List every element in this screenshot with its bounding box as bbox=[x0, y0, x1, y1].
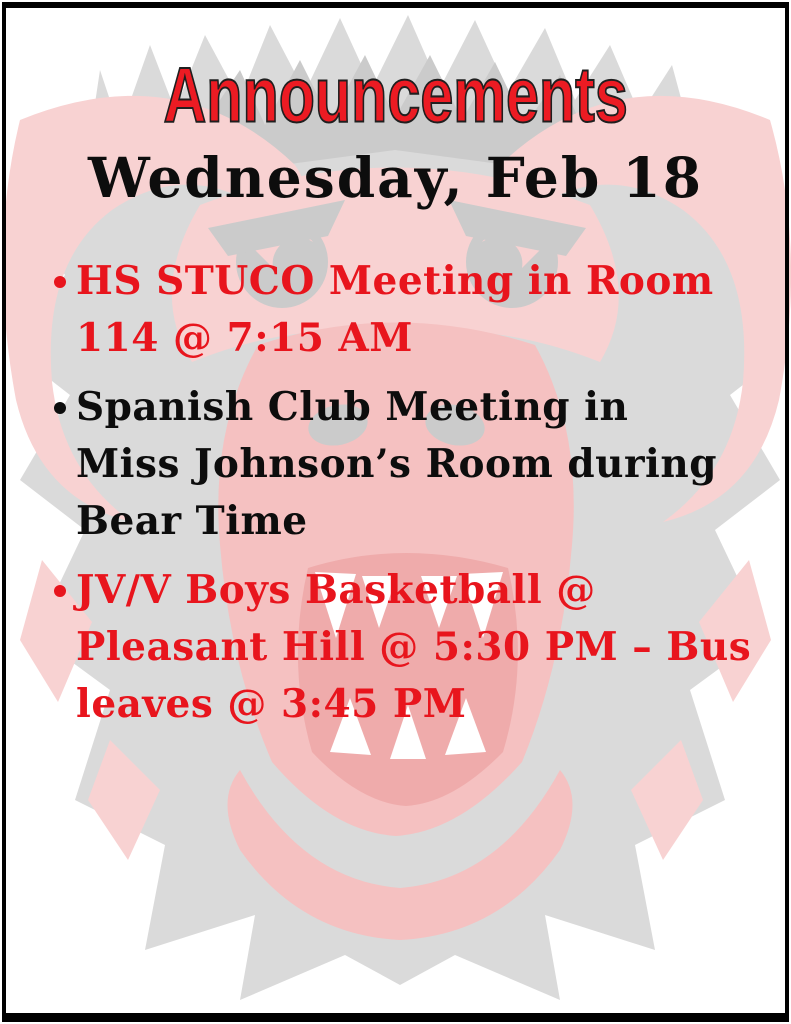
announcement-item-hs-stuco-meeting bbox=[54, 253, 763, 367]
announcement-line: Pleasant Hill @ 5:30 PM – Bus bbox=[76, 623, 752, 670]
bullet-dot-icon bbox=[54, 276, 66, 288]
announcement-text bbox=[76, 379, 717, 550]
announcement-line: leaves @ 3:45 PM bbox=[76, 680, 467, 727]
bullet-dot-icon bbox=[54, 585, 66, 597]
announcement-line: Miss Johnson’s Room during bbox=[76, 440, 717, 487]
announcement-text bbox=[76, 253, 714, 367]
announcement-text bbox=[76, 562, 751, 733]
announcement-item-spanish-club-meeting bbox=[54, 379, 763, 550]
announcement-list bbox=[28, 253, 763, 733]
poster-date: Wednesday, Feb 18 bbox=[88, 145, 703, 210]
announcement-line: JV/V Boys Basketball @ bbox=[76, 566, 596, 613]
bullet-dot-icon bbox=[54, 402, 66, 414]
announcement-line: Spanish Club Meeting in bbox=[76, 383, 629, 430]
page-title bbox=[28, 52, 763, 139]
announcement-line: HS STUCO Meeting in Room bbox=[76, 257, 714, 304]
page-title-text: Announcements bbox=[163, 52, 628, 139]
announcement-line: Bear Time bbox=[76, 497, 308, 544]
announcement-item-jv-v-boys-basketball bbox=[54, 562, 763, 733]
announcement-line: 114 @ 7:15 AM bbox=[76, 314, 413, 361]
